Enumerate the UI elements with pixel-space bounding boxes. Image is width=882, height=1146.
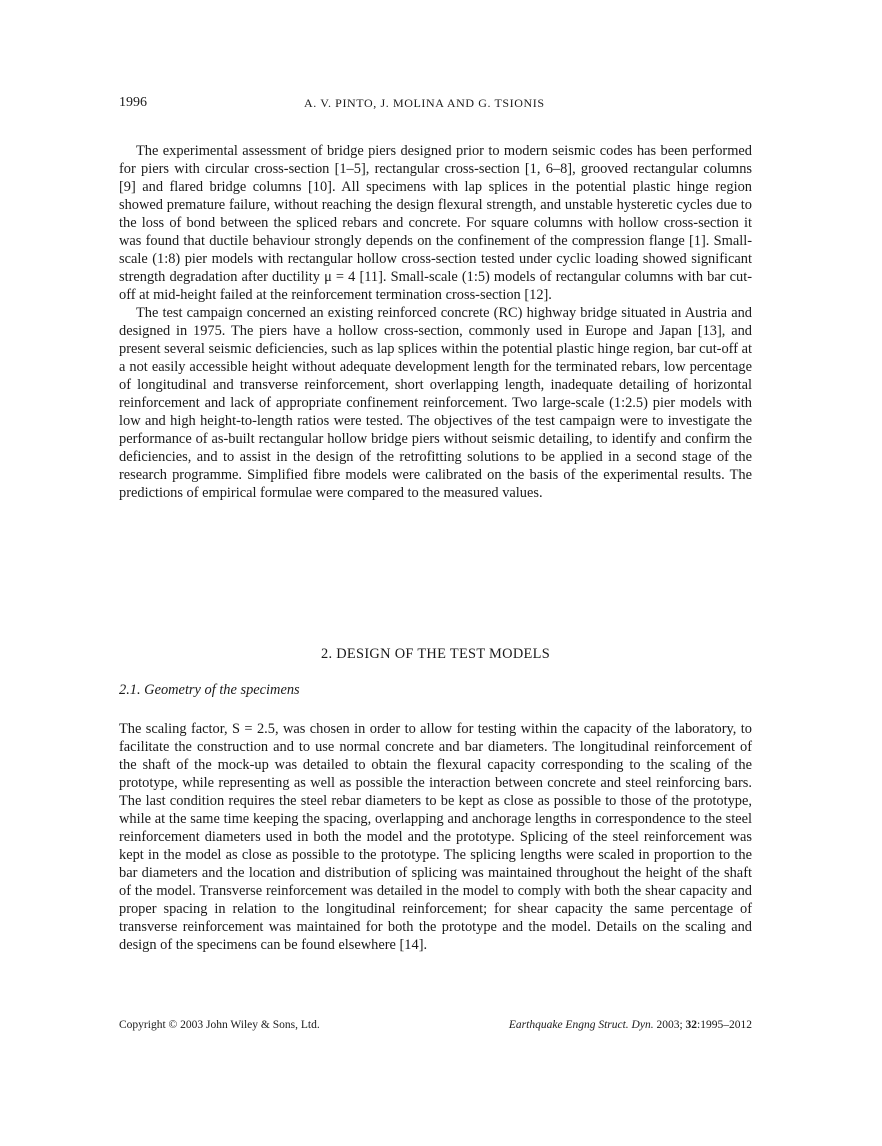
running-head-authors: A. V. PINTO, J. MOLINA AND G. TSIONIS (304, 96, 545, 110)
page-number: 1996 (119, 95, 147, 110)
paragraph-test-campaign: The test campaign concerned an existing reinforced concrete (RC) highway bridge situated in Austria and designed in 1975. The piers have a hollow cross-section, commonly used in Europe and Japan [13], and present several seismic deficiencies, such as lap splices within the potential plastic hinge region, bar cut-off at a not easily accessible height without adequate development length for the terminated rebars, low percentage of longitudinal and transverse reinforcement, short overlapping length, inadequate detailing of horizontal reinforcement and lack of appropriate confinement reinforcement. Two large-scale (1:2.5) pier models with low and high height-to-length ratios were tested. The objectives of the test campaign were to investigate the performance of as-built rectangular hollow bridge piers without seismic detailing, to identify and confirm the deficiencies, and to assist in the design of the retrofitting solutions to be applied in a second stage of the research programme. Simplified fibre models were calibrated on the basis of the experimental results. The predictions of empirical formulae were compared to the measured values. (119, 305, 752, 501)
page-footer (119, 1019, 752, 1037)
journal-name: Earthquake Engng Struct. Dyn. (508, 1019, 654, 1031)
journal-volume: 32 (685, 1019, 698, 1031)
journal-citation (509, 1019, 752, 1031)
section-heading: 2. DESIGN OF THE TEST MODELS (320, 646, 551, 662)
section-body (119, 720, 752, 954)
paragraph-scaling: The scaling factor, S = 2.5, was chosen in order to allow for testing within the capacity of the laboratory, to facilitate the construction and to use normal concrete and bar diameters. The longitudinal reinforcement of the shaft of the mock-up was detailed to obtain the flexural capacity corresponding to the scaling of the prototype, while representing as well as possible the interaction between concrete and steel reinforcing bars. The last condition requires the steel rebar diameters to be kept as close as possible to those of the prototype, while at the same time keeping the spacing, overlapping and anchorage lengths in correspondence to the steel reinforcement diameters used in both the model and the prototype. Splicing of the steel reinforcement was kept in the model as close as possible to the prototype. The splicing lengths were scaled in proportion to the bar diameters and the location and distribution of splicing was maintained throughout the height of the shaft of the model. Transverse reinforcement was detailed in the model to comply with both the shear capacity and proper spacing in relation to the longitudinal reinforcement; for shear capacity the same percentage of transverse reinforcement was maintained for both the prototype and the model. Details on the scaling and design of the specimens can be found elsewhere [14]. (119, 721, 752, 953)
journal-pages: :1995–2012 (697, 1019, 752, 1031)
journal-year: 2003; (656, 1019, 683, 1031)
paragraph-prior-research: The experimental assessment of bridge piers designed prior to modern seismic codes has been performed for piers with circular cross-section [1–5], rectangular cross-section [1, 6–8], grooved rectangular columns [9] and flared bridge columns [10]. All specimens with lap splices in the potential plastic hinge region showed premature failure, without reaching the design flexural strength, and unstable hysteretic cycles due to the loss of bond between the spliced rebars and concrete. For square columns with hollow cross-section it was found that ductile behaviour strongly depends on the confinement of the compression flange [1]. Small-scale (1:8) pier models with rectangular hollow cross-section tested under cyclic loading showed significant strength degradation after ductility μ = 4 [11]. Small-scale (1:5) models of rectangular columns with bar cut-off at mid-height failed at the reinforcement termination cross-section [12]. (119, 143, 752, 303)
subsection-heading: 2.1. Geometry of the specimens (119, 682, 300, 698)
intro-body (119, 142, 752, 502)
running-head (119, 95, 752, 115)
copyright-notice: Copyright © 2003 John Wiley & Sons, Ltd. (119, 1019, 320, 1031)
